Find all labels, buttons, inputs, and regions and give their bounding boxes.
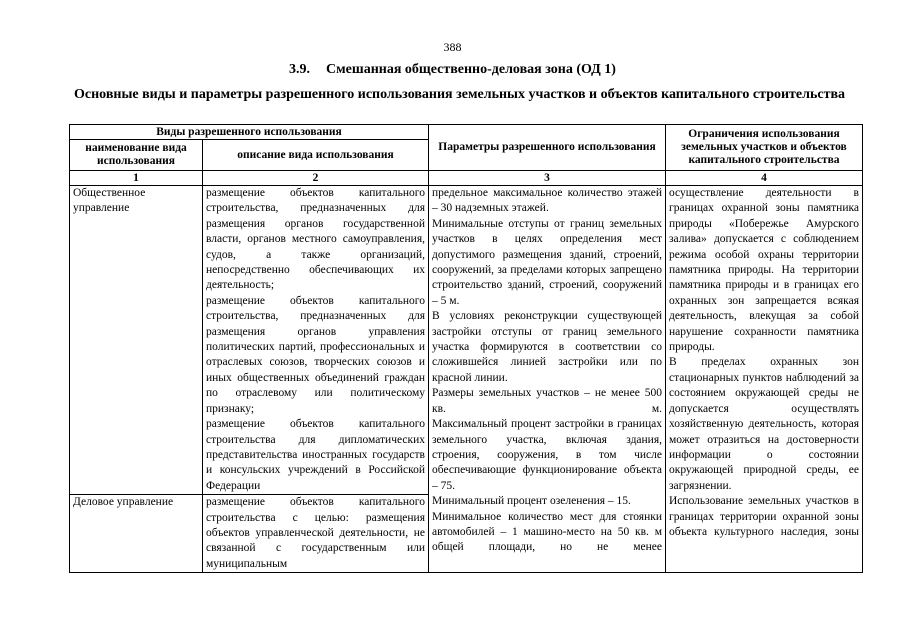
use-name: Деловое управление: [70, 495, 203, 573]
page-number: 388: [443, 40, 462, 54]
use-name: Общественное управление: [70, 186, 203, 495]
table-caption: Основные виды и параметры разрешенного использования земельных участков и объектов капитального строительства: [74, 87, 846, 102]
description-paragraph: размещение объектов капитального строительства, предназначенных для размещения органов управления политических партий, профессиональных и отраслевых союзов, творческих союзов и иных общественных объединений граждан по отраслевому или политическому признаку;: [206, 294, 425, 415]
table-row: [70, 186, 863, 495]
description-paragraph: размещение объектов капитального строительства, предназначенных для размещения органов государственной власти, органов местного самоуправления, судов, а также организаций, непосредственно обеспечивающих их деятельность;: [206, 187, 425, 292]
section-number: 3.9.: [289, 62, 311, 77]
use-description: [203, 186, 429, 495]
column-number: 4: [666, 171, 863, 186]
column-number: 3: [429, 171, 666, 186]
parameter-paragraph: Размеры земельных участков – не менее 500 кв. м.: [432, 387, 662, 415]
description-paragraph: размещение объектов капитального строительства для дипломатических представительства иностранных государств и консульских учреждений в Российской Федерации: [206, 418, 425, 492]
use-description: [203, 495, 429, 573]
restriction-paragraph: Использование земельных участков в границах территории охранной зоны объекта культурного наследия, зоны: [669, 495, 859, 538]
section-title-text: Смешанная общественно-деловая зона (ОД 1): [326, 62, 616, 77]
restrictions-cell: [666, 186, 863, 573]
header-row-1: [70, 125, 863, 140]
header-use-description: описание вида использования: [203, 140, 429, 171]
parameter-paragraph: Минимальный процент озеленения – 15.: [432, 495, 631, 508]
description-paragraph: размещение объектов капитального строительства с целью: размещения объектов управленческой деятельности, не связанной с государственным или муниципальным: [206, 496, 425, 570]
column-number: 2: [203, 171, 429, 186]
parameter-paragraph: Минимальное количество мест для стоянки автомобилей – 1 машино-место на 50 кв. м общей площади, но не менее: [432, 510, 662, 554]
parameter-paragraph: В условиях реконструкции существующей застройки отступы от границ земельного участка формируются в соответствии со сложившейся линией застройки или по красной линии.: [432, 310, 662, 384]
zoning-table: [69, 124, 863, 573]
parameter-paragraph: Минимальные отступы от границ земельных участков в целях определения мест допустимого размещения зданий, строений, сооружений, за пределами которых запрещено строительство зданий, строений, сооружений – 5 м.: [432, 217, 662, 307]
header-uses-group: Виды разрешенного использования: [70, 125, 429, 140]
header-use-name: наименование вида использования: [70, 140, 203, 171]
column-number-row: [70, 171, 863, 186]
header-restrictions: Ограничения использования земельных участков и объектов капитального строительства: [666, 125, 863, 171]
restriction-paragraph: В пределах охранных зон стационарных пунктов наблюдений за состоянием окружающей среды не допускается осуществлять хозяйственную деятельность, которая может отразиться на достоверности информации о состоянии окружающей природной среды, ее загрязнении.: [669, 356, 859, 492]
column-number: 1: [70, 171, 203, 186]
parameter-paragraph: Максимальный процент застройки в границах земельного участка, включая здания, строения, сооружения, в том числе обеспечивающие функционирование объекта – 75.: [432, 418, 662, 492]
section-title: [0, 62, 905, 78]
header-parameters: Параметры разрешенного использования: [429, 125, 666, 171]
parameters-cell: [429, 186, 666, 573]
parameter-paragraph: предельное максимальное количество этажей – 30 надземных этажей.: [432, 187, 662, 215]
restriction-paragraph: осуществление деятельности в границах охранной зоны памятника природы «Побережье Амурского залива» допускается с соблюдением режима особой охраны территории памятника природы. На территории памятника природы и в границах его охранных зон запрещается всякая деятельность, влекущая за собой нарушение сохранности памятника природы.: [669, 187, 859, 354]
